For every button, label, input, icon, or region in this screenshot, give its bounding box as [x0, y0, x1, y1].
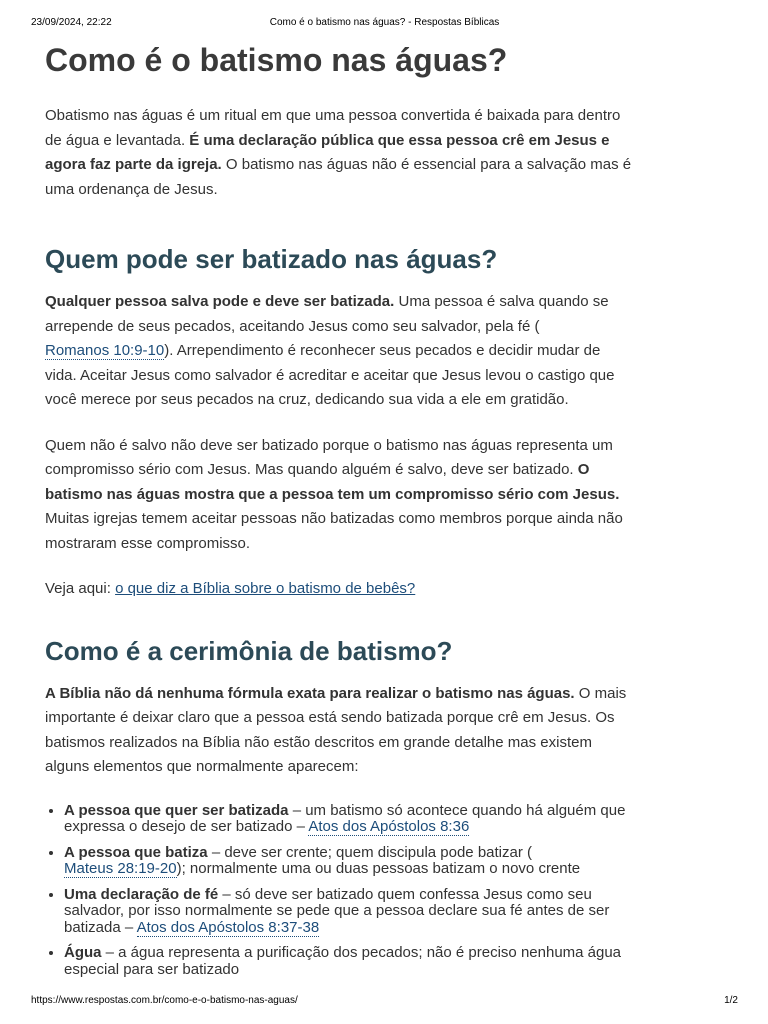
bible-ref-atos-8-36[interactable]: Atos dos Apóstolos 8:36 — [308, 818, 470, 835]
who-paragraph-2 — [45, 434, 635, 557]
ceremony-p1-bold: A Bíblia não dá nenhuma fórmula exata para realizar o batismo nas águas. — [45, 684, 575, 702]
section-heading-who: Quem pode ser batizado nas águas? — [45, 244, 498, 274]
print-footer — [31, 995, 738, 1009]
page-title: Como é o batismo nas águas? — [45, 42, 508, 78]
print-datetime: 23/09/2024, 22:22 — [31, 17, 112, 28]
element-0-bold: A pessoa que quer ser batizada — [64, 801, 289, 819]
intro-bold: É uma declaração pública que essa pessoa crê em Jesus e agora faz parte da igreja. — [45, 131, 610, 173]
element-3-text-1: – a água representa a purificação dos pecados; não é preciso nenhuma água especial para ser batizado — [64, 944, 622, 978]
intro-text-2: O batismo nas águas não é essencial para a salvação mas é uma ordenança de Jesus. — [45, 156, 632, 198]
who-p2-text-1: Quem não é salvo não deve ser batizado porque o batismo nas águas representa um compromisso sério com Jesus. Mas quando alguém é salvo, deve ser batizado. — [45, 436, 613, 478]
article — [45, 38, 635, 987]
element-2-bold: Uma declaração de fé — [64, 885, 219, 903]
see-also-paragraph — [45, 577, 635, 602]
who-p2-text-2: Muitas igrejas temem aceitar pessoas não batizadas como membros porque ainda não mostraram esse compromisso. — [45, 510, 623, 552]
print-url: https://www.respostas.com.br/como-e-o-batismo-nas-aguas/ — [31, 995, 298, 1006]
who-p1-text-2: ). Arrependimento é reconhecer seus pecados e decidir mudar de vida. Aceitar Jesus como salvador é acreditar e aceitar que Jesus levou o castigo que você merece por seus pecados na cruz, dedicando sua vida a ele em gratidão. — [45, 342, 615, 408]
bible-ref-mateus[interactable]: Mateus 28:19-20 — [64, 860, 177, 877]
ceremony-p1-text: O mais importante é deixar claro que a pessoa está sendo batizada porque crê em Jesus. Os batismos realizados na Bíblia não estão descritos em grande detalhe mas existem alguns elementos que normalmente aparecem: — [45, 684, 627, 775]
ceremony-paragraph-1 — [45, 682, 635, 780]
link-batismo-bebes[interactable]: o que diz a Bíblia sobre o batismo de bebês? — [115, 580, 416, 597]
element-0-text-1: – um batismo só acontece quando há alguém que expressa o desejo de ser batizado – — [64, 801, 626, 835]
intro-paragraph — [45, 104, 635, 202]
who-p2-bold: O batismo nas águas mostra que a pessoa tem um compromisso sério com Jesus. — [45, 461, 620, 503]
print-document-title: Como é o batismo nas águas? - Respostas Bíblicas — [269, 17, 500, 28]
list-item — [64, 887, 635, 937]
element-2-text-1: – só deve ser batizado quem confessa Jesus como seu salvador, por isso normalmente se pede que a pessoa declare sua fé antes de ser batizada – — [64, 885, 610, 936]
list-item — [64, 803, 635, 836]
who-p1-text-1: Uma pessoa é salva quando se arrepende de seus pecados, aceitando Jesus como seu salvador, pela fé ( — [45, 293, 609, 335]
print-header — [31, 17, 738, 31]
element-1-text-1: – deve ser crente; quem discipula pode batizar ( — [207, 843, 533, 861]
element-1-bold: A pessoa que batiza — [64, 843, 208, 861]
element-3-bold: Água — [64, 944, 102, 961]
who-p1-bold: Qualquer pessoa salva pode e deve ser batizada. — [45, 293, 395, 310]
intro-text-1: Obatismo nas águas é um ritual em que uma pessoa convertida é baixada para dentro de água e levantada. — [45, 107, 621, 149]
baptism-elements-list — [45, 803, 635, 979]
list-item — [64, 845, 635, 878]
page-indicator: 1/2 — [724, 995, 738, 1006]
list-item — [64, 945, 635, 978]
who-paragraph-1 — [45, 290, 635, 413]
section-heading-ceremony: Como é a cerimônia de batismo? — [45, 635, 453, 666]
bible-ref-romanos[interactable]: Romanos 10:9-10 — [45, 342, 165, 359]
see-also-prefix: Veja aqui: — [45, 580, 116, 597]
element-1-text-2: ); normalmente uma ou duas pessoas batizam o novo crente — [176, 860, 581, 877]
bible-ref-atos-8-37[interactable]: Atos dos Apóstolos 8:37-38 — [136, 918, 320, 936]
